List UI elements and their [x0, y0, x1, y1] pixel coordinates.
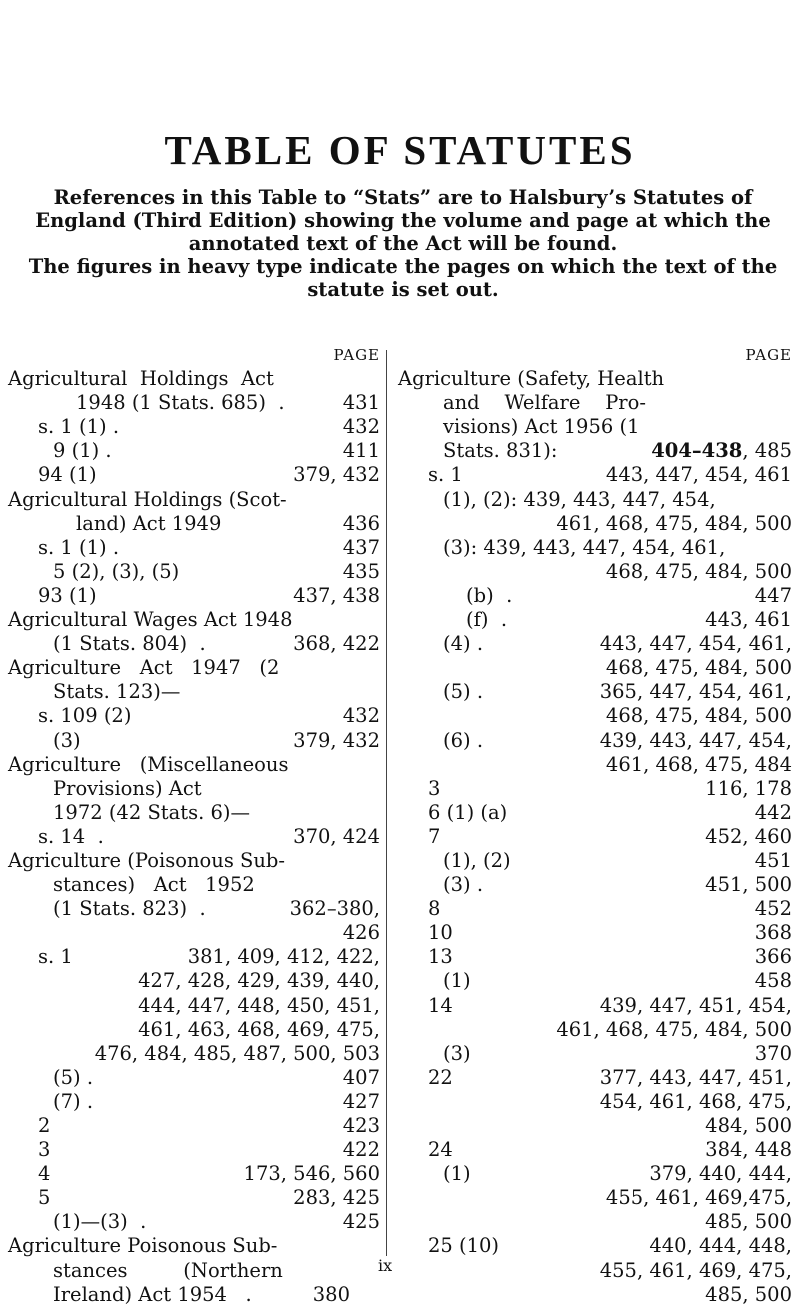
table-entry [8, 753, 380, 777]
table-entry [398, 1210, 792, 1234]
table-entry [398, 1066, 792, 1090]
entry-pages: 485, 500 [705, 1282, 792, 1306]
entry-pages: 443, 447, 454, 461 [605, 463, 792, 487]
entry-reference: 22 [428, 1065, 453, 1089]
table-entry [398, 391, 792, 415]
entry-spacer [398, 1090, 600, 1114]
entry-pages: 407 [342, 1065, 380, 1089]
entry-reference: 8 [428, 897, 441, 921]
entry-reference: s. 1 (1) . [38, 415, 120, 439]
table-entry [8, 488, 380, 512]
entry-spacer [507, 608, 705, 632]
entry-reference: (1) [443, 1162, 471, 1186]
table-entry [398, 584, 792, 608]
entry-reference: (1), (2): 439, 443, 447, 454, [443, 487, 716, 511]
entry-spacer [440, 825, 705, 849]
entry-pages: 366 [754, 945, 792, 969]
entry-spacer [221, 512, 342, 536]
table-entry [8, 584, 380, 608]
entry-pages: 370, 424 [293, 824, 380, 848]
entry-pages: 485, 500 [705, 1210, 792, 1234]
table-entry [398, 1283, 792, 1307]
entry-reference: 2 [38, 1114, 51, 1137]
entry-spacer [50, 1186, 293, 1210]
entry-reference: (1 Stats. 804) . [53, 632, 206, 656]
page-column-header: PAGE [333, 346, 380, 364]
entry-spacer [440, 777, 705, 801]
entry-spacer [511, 849, 755, 873]
entry-spacer [398, 560, 606, 584]
table-entry [398, 415, 792, 439]
table-entry [8, 801, 380, 825]
entry-pages: 461, 463, 468, 469, 475, [138, 1017, 380, 1041]
entry-spacer [453, 994, 600, 1018]
entry-reference: stances) Act 1952 [53, 873, 255, 897]
entry-reference: (3): 439, 443, 447, 454, 461, [443, 535, 726, 559]
entry-reference: Agriculture Act 1947 (2 [8, 656, 280, 680]
entry-spacer [8, 1042, 95, 1066]
entry-spacer [398, 1018, 556, 1042]
entry-pages: 436 [342, 511, 380, 535]
entry-reference: (4) . [443, 632, 484, 656]
entry-spacer [206, 897, 290, 921]
entry-reference: 94 (1) [38, 463, 97, 487]
entry-pages: 423 [342, 1114, 380, 1137]
entry-reference: (f) . [466, 608, 508, 632]
entry-reference: Agriculture (Poisonous Sub- [8, 848, 286, 872]
entry-spacer [471, 1162, 650, 1186]
entry-reference: 13 [428, 945, 453, 969]
entry-spacer [440, 897, 754, 921]
table-entry [8, 897, 380, 921]
table-entry [8, 825, 380, 849]
right-entries [398, 367, 792, 1307]
entry-pages: 365, 447, 454, 461, [599, 680, 792, 704]
entry-pages: 455, 461, 469, 475, [599, 1258, 792, 1282]
entry-spacer [206, 632, 293, 656]
entry-pages: 437, 438 [293, 583, 380, 607]
entry-reference: 1972 (42 Stats. 6)— [53, 800, 251, 824]
entry-pages: 439, 443, 447, 454, [599, 728, 792, 752]
entry-pages: 461, 468, 475, 484 [605, 752, 792, 776]
table-entry [398, 536, 792, 560]
entry-pages: 362–380, [289, 897, 380, 921]
entry-pages: 443, 447, 454, 461, [599, 632, 792, 656]
entry-spacer [640, 415, 793, 439]
entry-reference: 3 [428, 776, 441, 800]
entry-reference: Agriculture Poisonous Sub- [8, 1234, 278, 1258]
table-entry [398, 1042, 792, 1066]
entry-reference: (1)—(3) . [53, 1210, 147, 1234]
entry-spacer [499, 1234, 649, 1258]
entry-pages: 379, 432 [293, 463, 380, 487]
entry-pages: 484, 500 [705, 1114, 792, 1137]
entry-reference: 5 [38, 1186, 51, 1210]
table-entry [398, 1186, 792, 1210]
table-entry [398, 1114, 792, 1138]
entry-reference: (1 Stats. 823) . [53, 897, 206, 921]
entry-reference: (1) [443, 969, 471, 993]
entry-pages: 422 [342, 1138, 380, 1162]
entry-pages: 447 [754, 583, 792, 607]
entry-reference: (1), (2) [443, 848, 511, 872]
table-entry [8, 367, 380, 391]
entry-reference: and Welfare Pro- [443, 391, 646, 415]
entry-reference: 9 (1) . [53, 439, 112, 463]
table-entry [398, 969, 792, 993]
entry-pages: 425 [342, 1210, 380, 1234]
entry-pages: 476, 484, 485, 487, 500, 503 [94, 1041, 380, 1065]
entry-pages: 435 [342, 559, 380, 583]
entry-spacer [283, 1259, 380, 1283]
entry-reference: stances (Northern [53, 1258, 283, 1282]
entry-spacer [483, 680, 600, 704]
entry-pages: 451 [754, 848, 792, 872]
entry-spacer [483, 632, 600, 656]
table-entry [398, 777, 792, 801]
entry-reference: (b) . [466, 583, 513, 607]
entry-spacer [285, 849, 380, 873]
entry-spacer [93, 1090, 343, 1114]
entry-pages: 452 [754, 897, 792, 921]
entry-pages: 379, 432 [293, 728, 380, 752]
entry-spacer [483, 873, 705, 897]
entry-reference: Agricultural Wages Act 1948 [8, 608, 293, 632]
entry-pages: 437 [342, 535, 380, 559]
table-entry [398, 560, 792, 584]
entry-reference: (6) . [443, 728, 484, 752]
table-entry [8, 512, 380, 536]
table-entry [398, 704, 792, 728]
entry-pages: 468, 475, 484, 500 [605, 559, 792, 583]
entry-spacer [287, 488, 380, 512]
intro-text [8, 186, 798, 301]
table-entry [8, 945, 380, 969]
entry-pages: 468, 475, 484, 500 [605, 704, 792, 728]
entry-reference: 25 (10) [428, 1234, 500, 1258]
entry-spacer [463, 463, 606, 487]
table-entry [398, 1018, 792, 1042]
entry-spacer [50, 1162, 243, 1186]
entry-spacer [398, 512, 556, 536]
entry-spacer [285, 391, 343, 415]
entry-spacer [398, 656, 606, 680]
table-entry [8, 1259, 380, 1283]
entry-spacer [398, 1283, 705, 1307]
table-entry [398, 632, 792, 656]
entry-pages: 404–438, 485 [651, 439, 792, 463]
entry-reference: 4 [38, 1162, 51, 1186]
entry-pages: 452, 460 [705, 824, 792, 848]
table-entry [8, 994, 380, 1018]
entry-pages: 461, 468, 475, 484, 500 [556, 511, 792, 535]
entry-pages: 173, 546, 560 [243, 1162, 380, 1186]
entry-reference: Agriculture (Miscellaneous [8, 752, 289, 776]
entry-spacer [119, 415, 343, 439]
entry-spacer [8, 1018, 138, 1042]
entry-spacer [8, 921, 343, 945]
entry-pages: 458 [754, 969, 792, 993]
entry-reference: 24 [428, 1138, 453, 1162]
entry-spacer [398, 1259, 600, 1283]
table-entry [8, 1234, 380, 1258]
entry-reference: 5 (2), (3), (5) [53, 559, 180, 583]
table-entry [398, 921, 792, 945]
table-entry [398, 1234, 792, 1258]
entry-reference: (3) [443, 1041, 471, 1065]
entry-spacer [716, 488, 792, 512]
entry-spacer [646, 391, 792, 415]
entry-pages: 116, 178 [705, 776, 792, 800]
entry-spacer [507, 801, 754, 825]
entry-spacer [398, 1210, 705, 1234]
table-entry [8, 632, 380, 656]
entry-spacer [398, 753, 606, 777]
table-entry [8, 1066, 380, 1090]
entry-spacer [202, 777, 380, 801]
table-entry [8, 1042, 380, 1066]
entry-spacer [8, 969, 138, 993]
intro-paragraph: References in this Table to “Stats” are to Halsbury’s Statutes of England (Third Edition) showing the volume and page at which the annotated text of the Act will be found. [35, 186, 771, 255]
entry-reference: s. 1 (1) . [38, 535, 120, 559]
entry-reference: (5) . [443, 680, 484, 704]
entry-spacer [104, 825, 293, 849]
entry-reference: visions) Act 1956 (1 [443, 415, 640, 439]
entry-reference: 10 [428, 921, 453, 945]
entry-spacer [250, 801, 380, 825]
entry-spacer [131, 704, 342, 728]
entry-pages: 377, 443, 447, 451, [599, 1065, 792, 1089]
entry-pages: 461, 468, 475, 484, 500 [556, 1017, 792, 1041]
entry-spacer [252, 1283, 313, 1307]
entry-spacer [398, 1186, 606, 1210]
table-entry [398, 367, 792, 391]
entry-reference: s. 14 . [38, 824, 104, 848]
entry-spacer [112, 439, 343, 463]
entry-pages: 381, 409, 412, 422, [187, 945, 380, 969]
entry-pages: 439, 447, 451, 454, [599, 993, 792, 1017]
entry-reference: (3) . [443, 873, 484, 897]
entry-spacer [73, 945, 188, 969]
table-entry [8, 1210, 380, 1234]
entry-pages: 443, 461 [705, 608, 792, 632]
table-entry [8, 873, 380, 897]
table-entry [8, 921, 380, 945]
entry-reference: (5) . [53, 1065, 94, 1089]
entry-spacer [97, 463, 294, 487]
left-column [8, 343, 380, 1307]
entry-spacer [119, 536, 343, 560]
entry-pages: 455, 461, 469,475, [605, 1186, 792, 1210]
table-entry [8, 656, 380, 680]
entry-pages: 380 [312, 1282, 350, 1306]
entry-spacer [277, 1234, 380, 1258]
table-entry [8, 704, 380, 728]
table-entry [398, 873, 792, 897]
table-entry [398, 1259, 792, 1283]
entry-spacer [471, 1042, 755, 1066]
entry-spacer [180, 680, 380, 704]
table-entry [8, 1114, 380, 1138]
entry-reference: (7) . [53, 1089, 94, 1113]
entry-reference: 7 [428, 824, 441, 848]
table-entry [8, 536, 380, 560]
table-entry [8, 608, 380, 632]
entry-spacer [81, 729, 294, 753]
table-entry [8, 415, 380, 439]
entry-spacer [146, 1210, 342, 1234]
heavy-type-pages: 404–438 [651, 439, 743, 463]
table-entry [398, 945, 792, 969]
table-entry [8, 969, 380, 993]
entry-spacer [398, 1114, 705, 1138]
entry-pages: 368, 422 [293, 632, 380, 656]
entry-reference: Provisions) Act [53, 776, 202, 800]
entry-reference: land) Act 1949 [76, 511, 222, 535]
left-entries [8, 367, 380, 1307]
entry-spacer [50, 1114, 342, 1138]
entry-spacer [179, 560, 343, 584]
entry-reference: s. 109 (2) [38, 704, 132, 728]
entry-pages: 427 [342, 1089, 380, 1113]
right-column [398, 343, 792, 1307]
table-entry [8, 777, 380, 801]
table-entry [8, 560, 380, 584]
table-entry [8, 1162, 380, 1186]
entry-reference: Stats. 831): [443, 439, 577, 463]
entry-spacer [274, 367, 380, 391]
entry-reference: 1948 (1 Stats. 685) . [76, 391, 285, 415]
entry-spacer [255, 873, 380, 897]
table-entry [398, 849, 792, 873]
table-entry [8, 1018, 380, 1042]
table-entry [398, 1138, 792, 1162]
table-entry [398, 488, 792, 512]
table-entry [398, 801, 792, 825]
entry-spacer [453, 1066, 600, 1090]
table-entry [398, 463, 792, 487]
entry-spacer [97, 584, 294, 608]
table-entry [8, 680, 380, 704]
entry-pages: 384, 448 [705, 1138, 792, 1162]
entry-reference: (3) [53, 728, 81, 752]
entry-pages: 379, 440, 444, [649, 1162, 792, 1186]
entry-reference: 14 [428, 993, 453, 1017]
entry-reference: s. 1 [428, 463, 463, 487]
table-entry [398, 608, 792, 632]
entry-spacer [483, 729, 600, 753]
entry-spacer [453, 1138, 705, 1162]
entry-pages: 431 [342, 391, 380, 415]
column-divider [386, 350, 387, 1256]
table-entry [8, 849, 380, 873]
table-entry [8, 1283, 380, 1307]
entry-reference: Agriculture (Safety, Health [398, 367, 665, 391]
entry-pages: 411 [342, 439, 380, 463]
table-entry [8, 1090, 380, 1114]
entry-pages: 444, 447, 448, 450, 451, [138, 993, 380, 1017]
entry-pages: 451, 500 [705, 873, 792, 897]
entry-pages: 427, 428, 429, 439, 440, [138, 969, 380, 993]
table-entry [398, 512, 792, 536]
table-entry [8, 391, 380, 415]
entry-pages: 426 [342, 921, 380, 945]
table-entry [398, 753, 792, 777]
table-entry [398, 994, 792, 1018]
entry-spacer [50, 1138, 342, 1162]
entry-spacer [288, 753, 380, 777]
table-entry [398, 729, 792, 753]
entry-reference: Agricultural Holdings Act [8, 367, 274, 391]
table-entry [8, 1186, 380, 1210]
entry-spacer [664, 367, 792, 391]
entry-pages: 432 [342, 415, 380, 439]
entry-spacer [398, 704, 606, 728]
table-entry [8, 729, 380, 753]
table-entry [398, 439, 792, 463]
entry-pages: 432 [342, 704, 380, 728]
entry-reference: 93 (1) [38, 583, 97, 607]
table-entry [398, 680, 792, 704]
entry-pages: 283, 425 [293, 1186, 380, 1210]
entry-pages: 440, 444, 448, [649, 1234, 792, 1258]
intro-paragraph: The figures in heavy type indicate the pages on which the text of the statute is set out. [28, 255, 778, 301]
table-entry [398, 1162, 792, 1186]
table-entry [8, 439, 380, 463]
table-entry [8, 1138, 380, 1162]
entry-spacer [93, 1066, 343, 1090]
entry-spacer [279, 656, 380, 680]
entry-spacer [453, 921, 755, 945]
entry-spacer [8, 994, 138, 1018]
entry-reference: 3 [38, 1138, 51, 1162]
entry-reference: Ireland) Act 1954 . [53, 1282, 252, 1306]
entry-spacer [576, 439, 651, 463]
page-title: TABLE OF STATUTES [164, 127, 636, 173]
entry-pages: 442 [754, 800, 792, 824]
table-entry [398, 656, 792, 680]
entry-reference: Stats. 123)— [53, 680, 181, 704]
table-entry [398, 825, 792, 849]
page-column-header: PAGE [745, 346, 792, 364]
entry-reference: Agricultural Holdings (Scot- [8, 487, 287, 511]
entry-spacer [725, 536, 792, 560]
table-entry [8, 463, 380, 487]
entry-reference: s. 1 [38, 945, 73, 969]
entry-spacer [512, 584, 754, 608]
table-entry [398, 1090, 792, 1114]
entry-spacer [471, 969, 755, 993]
entry-reference: 6 (1) (a) [428, 800, 508, 824]
table-entry [398, 897, 792, 921]
entry-pages: 370 [754, 1041, 792, 1065]
entry-pages: 468, 475, 484, 500 [605, 656, 792, 680]
entry-pages: 368 [754, 921, 792, 945]
entry-spacer [292, 608, 380, 632]
page-folio: ix [378, 1256, 393, 1275]
entry-pages: 454, 461, 468, 475, [599, 1089, 792, 1113]
entry-spacer [453, 945, 755, 969]
